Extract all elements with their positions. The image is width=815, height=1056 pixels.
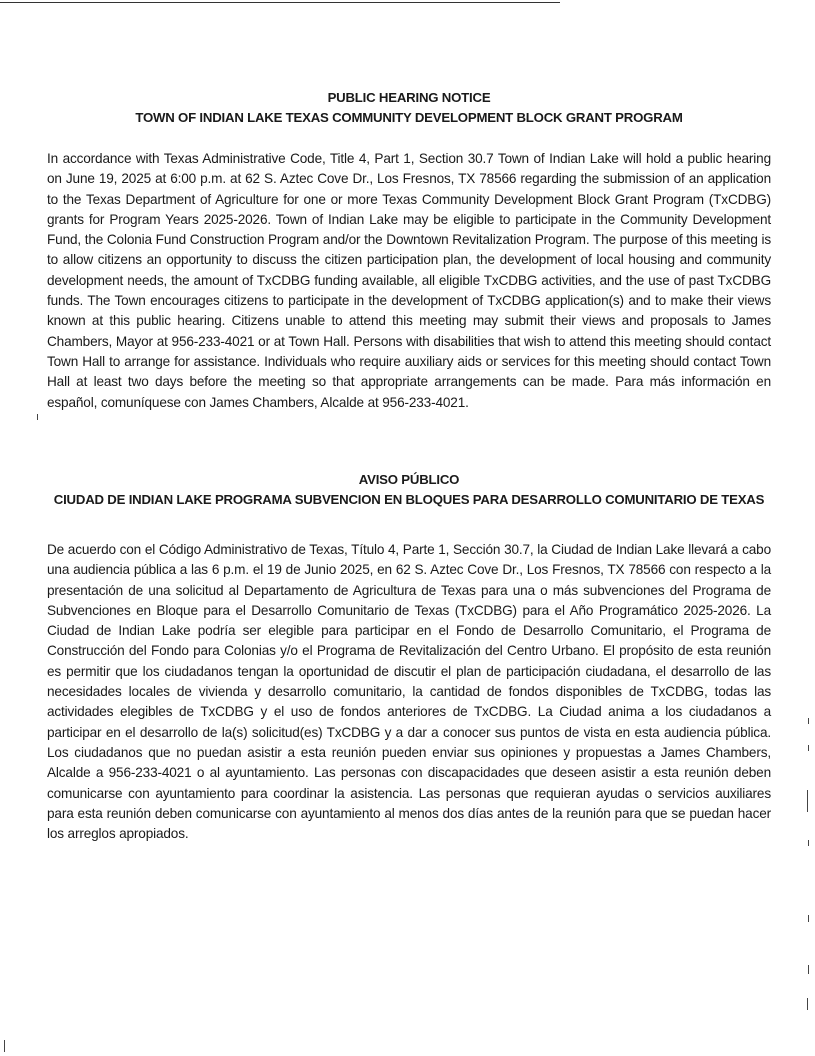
english-notice-section bbox=[47, 88, 771, 413]
scan-mark bbox=[808, 965, 809, 974]
scan-mark bbox=[807, 998, 808, 1010]
scan-mark bbox=[808, 718, 809, 724]
spanish-notice-subtitle: CIUDAD DE INDIAN LAKE PROGRAMA SUBVENCION EN BLOQUES PARA DESARROLLO COMUNITARIO DE TEXAS bbox=[53, 492, 765, 507]
spanish-notice-title: AVISO PÚBLICO bbox=[358, 472, 460, 487]
english-notice-body: In accordance with Texas Administrative Code, Title 4, Part 1, Section 30.7 Town of Indian Lake will hold a public hearing on June 19, 2025 at 6:00 p.m. at 62 S. Aztec Cove Dr., Los Fresnos, TX 78566 regarding the submission of an application to the Texas Department of Agriculture for one or more Texas Community Development Block Grant Program (TxCDBG) grants for Program Years 2025-2026. Town of Indian Lake may be eligible to participate in the Community Development Fund, the Colonia Fund Construction Program and/or the Downtown Revitalization Program. The purpose of this meeting is to allow citizens an opportunity to discuss the citizen participation plan, the development of local housing and community development needs, the amount of TxCDBG funding available, all eligible TxCDBG activities, and the use of past TxCDBG funds. The Town encourages citizens to participate in the development of TxCDBG application(s) and to make their views known at this public hearing. Citizens unable to attend this meeting may submit their views and proposals to James Chambers, Mayor at 956-233-4021 or at Town Hall. Persons with disabilities that wish to attend this meeting should contact Town Hall to arrange for assistance. Individuals who require auxiliary aids or services for this meeting should contact Town Hall at least two days before the meeting so that appropriate arrangements can be made. Para más información en español, comuníquese con James Chambers, Alcalde at 956-233-4021. bbox=[47, 151, 771, 410]
scan-mark bbox=[808, 745, 809, 751]
scan-top-rule bbox=[0, 2, 560, 3]
scan-mark bbox=[807, 790, 808, 812]
scan-mark bbox=[808, 915, 809, 922]
scan-mark bbox=[37, 414, 38, 420]
scan-mark bbox=[4, 1040, 5, 1052]
scan-mark bbox=[808, 840, 809, 846]
spanish-notice-section bbox=[47, 470, 771, 844]
english-notice-subtitle: TOWN OF INDIAN LAKE TEXAS COMMUNITY DEVELOPMENT BLOCK GRANT PROGRAM bbox=[135, 110, 683, 125]
english-notice-title: PUBLIC HEARING NOTICE bbox=[327, 90, 491, 105]
spanish-notice-body: De acuerdo con el Código Administrativo de Texas, Título 4, Parte 1, Sección 30.7, la Ciudad de Indian Lake llevará a cabo una audiencia pública a las 6 p.m. el 19 de Junio 2025, en 62 S. Aztec Cove Dr., Los Fresnos, TX 78566 con respecto a la presentación de una solicitud al Departamento de Agricultura de Texas para una o más subvenciones del Programa de Subvenciones en Bloque para el Desarrollo Comunitario de Texas (TxCDBG) para el Año Programático 2025-2026. La Ciudad de Indian Lake podría ser elegible para participar en el Fondo de Desarrollo Comunitario, el Programa de Construcción del Fondo para Colonias y/o el Programa de Revitalización del Centro Urbano. El propósito de esta reunión es permitir que los ciudadanos tengan la oportunidad de discutir el plan de participación ciudadana, el desarrollo de las necesidades locales de vivienda y desarrollo comunitario, la cantidad de fondos disponibles de TxCDBG, todas las actividades elegibles de TxCDBG y el uso de fondos anteriores de TxCDBG. La Ciudad anima a los ciudadanos a participar en el desarrollo de la(s) solicitud(es) TxCDBG y a dar a conocer sus puntos de vista en esta audiencia pública. Los ciudadanos que no puedan asistir a esta reunión pueden enviar sus opiniones y propuestas a James Chambers, Alcalde a 956-233-4021 o al ayuntamiento. Las personas con discapacidades que deseen asistir a esta reunión deben comunicarse con ayuntamiento para coordinar la asistencia. Las personas que requieran ayudas o servicios auxiliares para esta reunión deben comunicarse con ayuntamiento al menos dos días antes de la reunión para que se puedan hacer los arreglos apropiados. bbox=[47, 542, 771, 842]
